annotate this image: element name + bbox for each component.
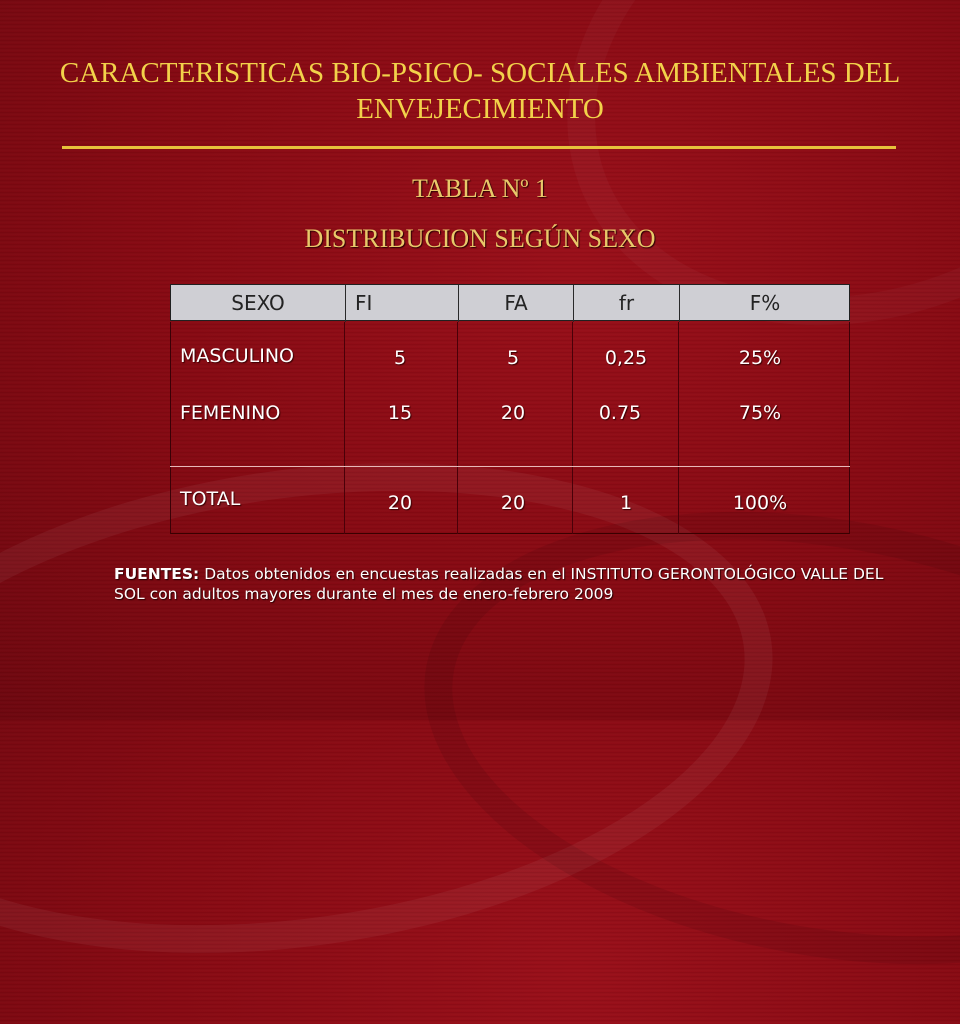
source-footnote <box>114 564 904 604</box>
table-header-row <box>170 284 850 321</box>
table-cell: 20 <box>500 492 526 514</box>
table-cell: 0,25 <box>604 347 648 369</box>
table-title: DISTRIBUCION SEGÚN SEXO <box>304 224 656 253</box>
table-cell: 100% <box>732 492 788 514</box>
distribution-table <box>170 284 850 534</box>
total-divider <box>170 466 850 467</box>
table-cell: 5 <box>506 347 520 369</box>
header-fr: fr <box>618 291 635 315</box>
title-divider <box>62 146 896 149</box>
table-cell: 0.75 <box>598 402 642 424</box>
row-label-total: TOTAL <box>180 488 241 510</box>
footnote-label: FUENTES: <box>114 565 200 583</box>
row-label-masculino: MASCULINO <box>180 345 294 367</box>
table-number: TABLA Nº 1 <box>412 174 548 203</box>
table-cell: 20 <box>500 402 526 424</box>
table-cell: 5 <box>393 347 407 369</box>
header-sexo: SEXO <box>231 291 285 315</box>
table-cell: 1 <box>619 492 633 514</box>
table-cell: 25% <box>738 347 782 369</box>
header-fpct: F% <box>749 291 781 315</box>
table-cell: 20 <box>387 492 413 514</box>
header-fi: FI <box>355 291 373 315</box>
slide-title: CARACTERISTICAS BIO-PSICO- SOCIALES AMBIENTALES DEL ENVEJECIMIENTO <box>59 57 901 125</box>
row-label-femenino: FEMENINO <box>180 402 281 424</box>
table-cell: 75% <box>738 402 782 424</box>
footnote-text: Datos obtenidos en encuestas realizadas en el INSTITUTO GERONTOLÓGICO VALLE DEL SOL con adultos mayores durante el mes de enero-febrero 2009 <box>114 565 884 603</box>
table-cell: 15 <box>387 402 413 424</box>
header-fa: FA <box>504 291 528 315</box>
